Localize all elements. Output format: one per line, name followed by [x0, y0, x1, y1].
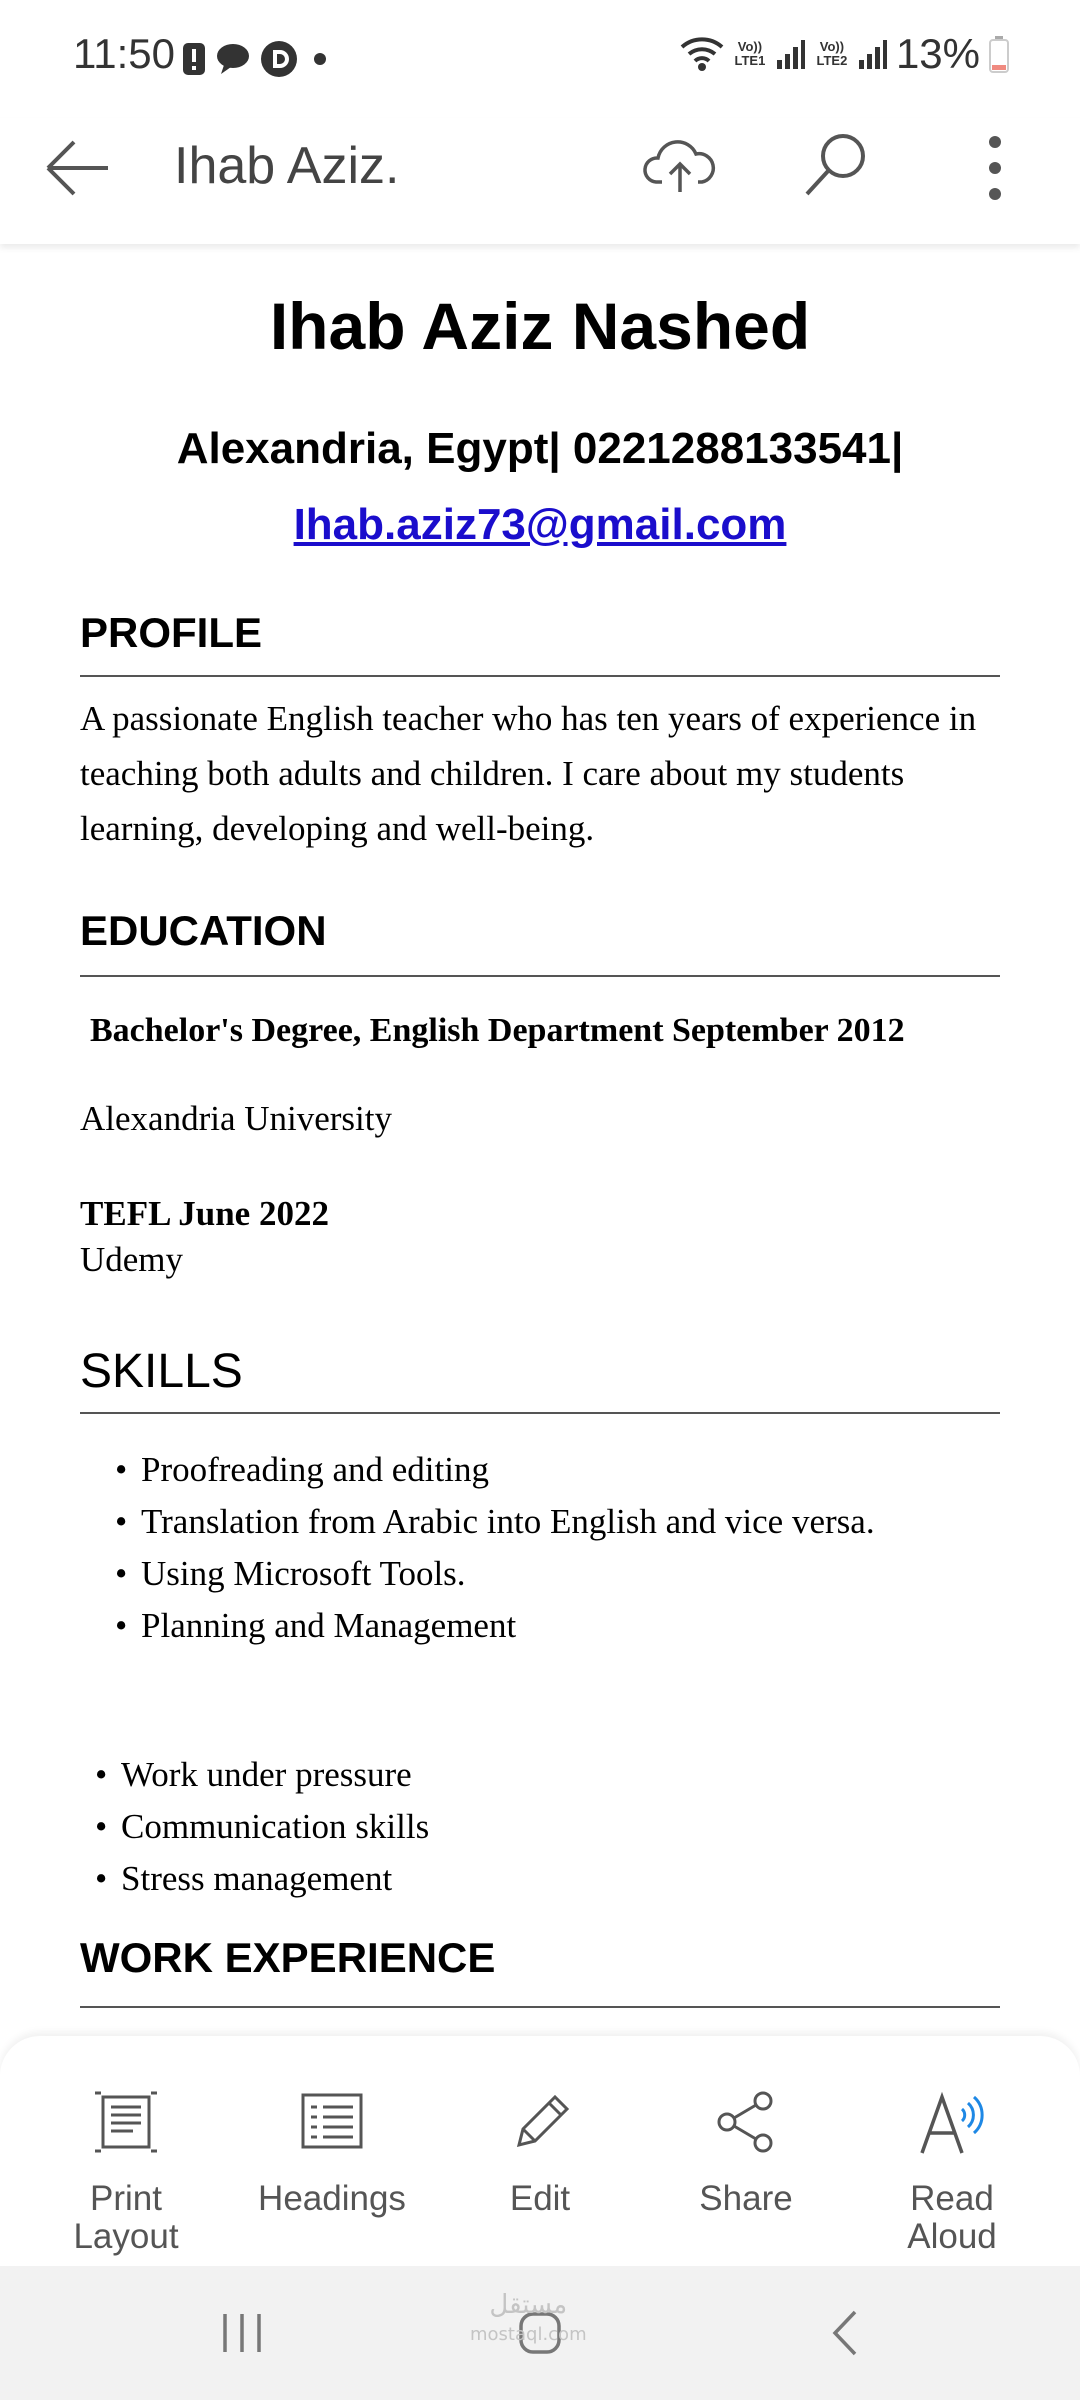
section-divider: [80, 975, 1000, 977]
print-layout-label: Print Layout: [73, 2179, 179, 2256]
section-divider: [80, 2006, 1000, 2008]
battery-percent: 13%: [895, 30, 980, 77]
education-1-place: Alexandria University: [80, 1099, 392, 1138]
headings-label: Headings: [258, 2179, 406, 2218]
watermark-text: مستقل: [489, 2290, 568, 2320]
skills-list-2: [95, 1749, 429, 1905]
print-layout-button[interactable]: [36, 2082, 216, 2256]
watermark: [470, 2290, 587, 2350]
more-options-button[interactable]: [975, 128, 1015, 208]
signal-icon: [776, 38, 806, 70]
education-1-title: Bachelor's Degree, English Department September 2012: [90, 1012, 905, 1049]
dot-icon: [308, 52, 332, 66]
pencil-icon: [505, 2087, 575, 2157]
watermark-sub: mostaql.com: [470, 2324, 587, 2345]
share-icon: [711, 2087, 781, 2157]
battery-icon: [988, 35, 1010, 73]
network-lte2-label: Vo)) LTE2: [816, 39, 848, 68]
cloud-upload-icon: [640, 126, 720, 206]
status-time: 11:50: [73, 30, 175, 77]
search-icon: [797, 126, 877, 206]
skill-item: • Proofreading and editing: [115, 1444, 875, 1496]
status-bar: [0, 0, 1080, 118]
arrow-left-icon: [40, 128, 120, 208]
skill-item: • Communication skills: [95, 1801, 429, 1853]
wifi-icon: [680, 35, 724, 73]
alert-icon: [182, 42, 206, 76]
app-d-icon: [260, 40, 298, 78]
section-divider: [80, 675, 1000, 677]
edit-button[interactable]: [450, 2082, 630, 2218]
read-aloud-button[interactable]: [862, 2082, 1042, 2256]
edit-label: Edit: [509, 2179, 571, 2218]
chat-icon: [216, 43, 250, 75]
headings-button[interactable]: [242, 2082, 422, 2218]
skill-item: • Using Microsoft Tools.: [115, 1548, 875, 1600]
back-nav-button[interactable]: [806, 2298, 886, 2368]
notification-icons: [182, 40, 332, 78]
read-aloud-label: Read Aloud: [907, 2179, 997, 2256]
education-2-title: TEFL June 2022: [80, 1194, 329, 1233]
contact-line: Alexandria, Egypt| 0221288133541|: [176, 424, 904, 473]
skill-item: • Work under pressure: [95, 1749, 429, 1801]
resume-name: Ihab Aziz Nashed: [269, 289, 811, 363]
skills-list-1: [115, 1444, 875, 1652]
network-lte1-label: Vo)) LTE1: [734, 39, 766, 68]
print-layout-icon: [91, 2087, 161, 2157]
skill-item: • Planning and Management: [115, 1600, 875, 1652]
recent-apps-button[interactable]: [202, 2298, 282, 2368]
skills-heading: SKILLS: [80, 1345, 243, 1398]
education-2-place: Udemy: [80, 1240, 184, 1279]
work-experience-heading: WORK EXPERIENCE: [80, 1934, 496, 1981]
share-button[interactable]: [656, 2082, 836, 2218]
read-aloud-icon: [912, 2087, 992, 2157]
share-label: Share: [699, 2179, 793, 2218]
email-link[interactable]: Ihab.aziz73@gmail.com: [293, 500, 787, 549]
recent-apps-icon: [217, 2308, 267, 2358]
skill-item: • Translation from Arabic into English and vice versa.: [115, 1496, 875, 1548]
skill-item: • Stress management: [95, 1853, 429, 1905]
headings-list-icon: [297, 2087, 367, 2157]
chevron-left-icon: [821, 2308, 871, 2358]
education-heading: EDUCATION: [80, 907, 327, 954]
document-view[interactable]: [0, 244, 1080, 2040]
back-button[interactable]: [40, 128, 120, 208]
section-divider: [80, 1412, 1000, 1414]
status-right: [680, 30, 1010, 78]
signal-icon-2: [858, 38, 888, 70]
more-vertical-icon: [975, 128, 1015, 208]
profile-heading: PROFILE: [80, 609, 263, 656]
document-title: Ihab Aziz.: [174, 137, 400, 195]
app-bar: [0, 118, 1080, 244]
profile-text: A passionate English teacher who has ten years of experience in teaching both adults and children. I care about my students learning, developing and well-being.: [80, 699, 977, 848]
search-button[interactable]: [797, 126, 877, 206]
upload-button[interactable]: [640, 126, 720, 206]
